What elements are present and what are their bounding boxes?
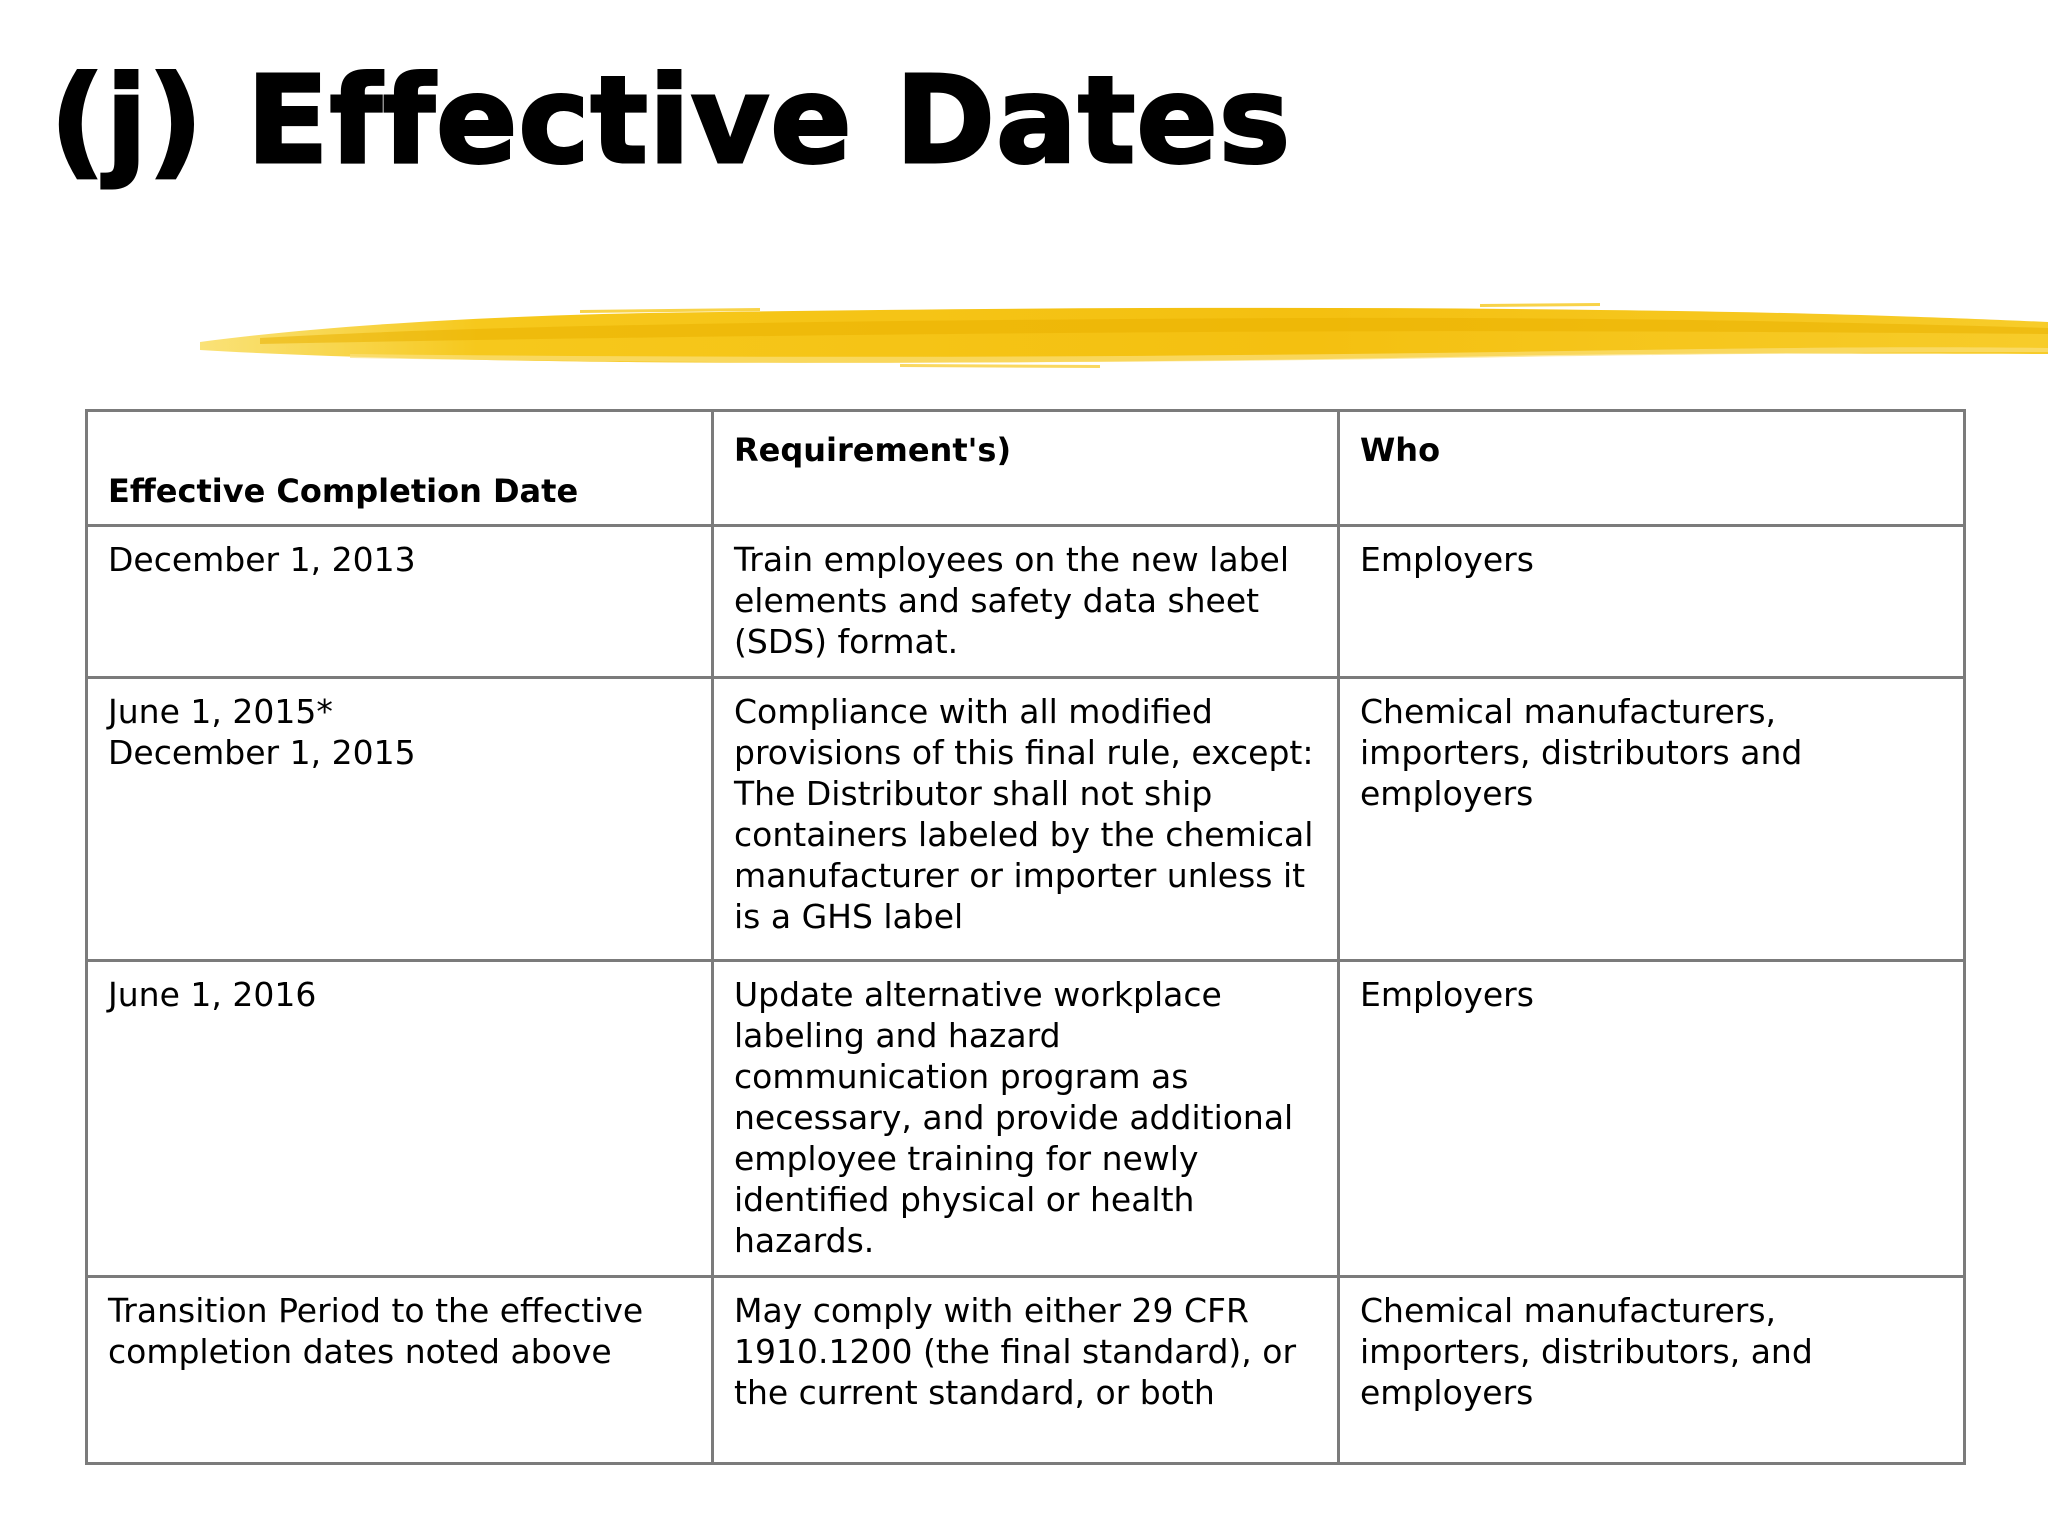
date-line: June 1, 2015* [108, 692, 333, 731]
date-cell [87, 961, 713, 1277]
effective-dates-table [85, 409, 1966, 1465]
table-header-row [87, 411, 1965, 526]
table-row [87, 961, 1965, 1277]
header-effective-completion-date: Effective Completion Date [87, 411, 713, 526]
who-cell: Chemical manufacturers, importers, distributors, and employers [1339, 1277, 1965, 1464]
requirement-cell: Train employees on the new label elements and safety data sheet (SDS) format. [713, 526, 1339, 678]
table-row [87, 526, 1965, 678]
who-cell: Employers [1339, 526, 1965, 678]
header-who: Who [1339, 411, 1965, 526]
date-cell [87, 678, 713, 961]
who-cell: Employers [1339, 961, 1965, 1277]
requirement-cell: May comply with either 29 CFR 1910.1200 (the final standard), or the current standard, or both [713, 1277, 1339, 1464]
requirement-cell: Compliance with all modified provisions of this final rule, except: The Distributor shall not ship containers labeled by the chemical manufacturer or importer unless it is a GHS label [713, 678, 1339, 961]
date-line: June 1, 2016 [108, 975, 317, 1014]
date-line: Transition Period to the effective completion dates noted above [108, 1291, 644, 1371]
date-line: December 1, 2013 [108, 540, 416, 579]
requirement-cell: Update alternative workplace labeling and hazard communication program as necessary, and provide additional employee training for newly identified physical or health hazards. [713, 961, 1339, 1277]
effective-dates-table-container [85, 409, 1963, 1465]
date-cell [87, 1277, 713, 1464]
header-requirements: Requirement's) [713, 411, 1339, 526]
who-cell: Chemical manufacturers, importers, distributors and employers [1339, 678, 1965, 961]
table-row [87, 678, 1965, 961]
slide-title: (j) Effective Dates [50, 52, 1292, 191]
yellow-brush-stroke-divider [200, 292, 2048, 380]
date-cell [87, 526, 713, 678]
date-line: December 1, 2015 [108, 733, 416, 772]
table-row [87, 1277, 1965, 1464]
